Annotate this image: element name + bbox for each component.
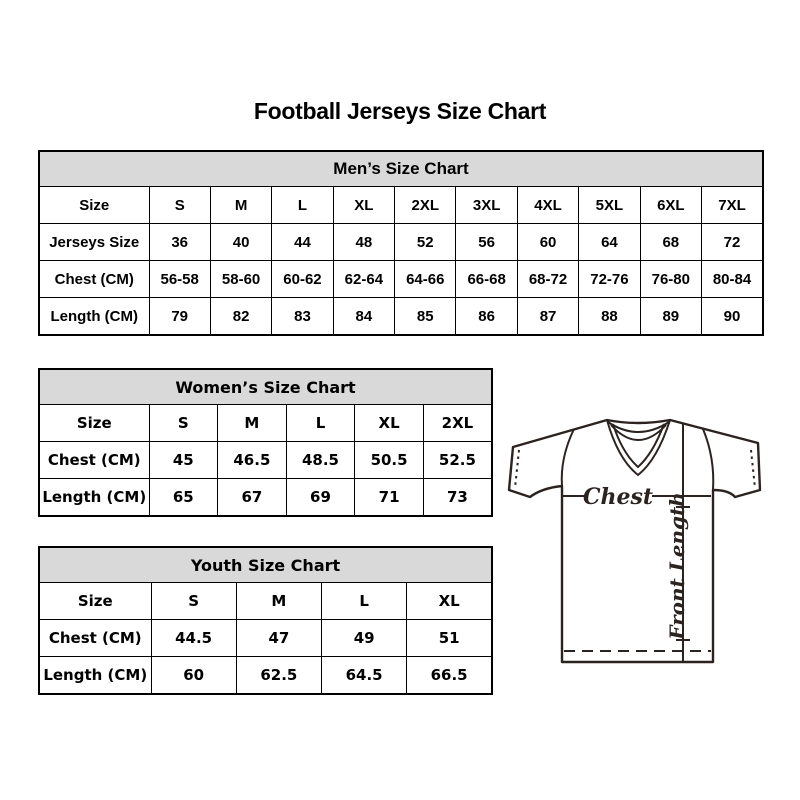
table-title: Youth Size Chart (39, 547, 492, 583)
front-length-label: Front Length (665, 492, 689, 640)
table-row (39, 261, 763, 298)
cell-value: 90 (702, 298, 763, 336)
cell-value: 60 (517, 224, 578, 261)
cell-value: XL (407, 583, 492, 620)
cell-value: XL (355, 405, 424, 442)
cell-value: 88 (579, 298, 640, 336)
mens-size-table (38, 150, 764, 336)
cell-value: 5XL (579, 187, 640, 224)
cell-value: 82 (210, 298, 271, 336)
cell-value: XL (333, 187, 394, 224)
cell-value: 45 (149, 442, 218, 479)
cell-value: 49 (322, 620, 407, 657)
cell-value: 67 (218, 479, 287, 517)
cell-value: M (236, 583, 321, 620)
cell-value: S (149, 405, 218, 442)
cell-value: 87 (517, 298, 578, 336)
cell-value: 56-58 (149, 261, 210, 298)
cell-value: 64.5 (322, 657, 407, 695)
cell-value: 3XL (456, 187, 517, 224)
table-row (39, 657, 492, 695)
cell-value: 89 (640, 298, 701, 336)
cell-value: 7XL (702, 187, 763, 224)
cell-value: S (149, 187, 210, 224)
table-row (39, 620, 492, 657)
cell-value: 60 (151, 657, 236, 695)
cell-value: 56 (456, 224, 517, 261)
womens-size-table (38, 368, 493, 517)
cell-value: 64-66 (395, 261, 456, 298)
row-label: Chest (CM) (39, 442, 149, 479)
cell-value: 71 (355, 479, 424, 517)
row-label: Jerseys Size (39, 224, 149, 261)
cell-value: 73 (423, 479, 492, 517)
cell-value: 6XL (640, 187, 701, 224)
cell-value: 68-72 (517, 261, 578, 298)
cell-value: 50.5 (355, 442, 424, 479)
cell-value: 84 (333, 298, 394, 336)
cell-value: 51 (407, 620, 492, 657)
cell-value: 46.5 (218, 442, 287, 479)
cell-value: 62.5 (236, 657, 321, 695)
cell-value: 40 (210, 224, 271, 261)
table-row (39, 224, 763, 261)
cell-value: 58-60 (210, 261, 271, 298)
cell-value: 66.5 (407, 657, 492, 695)
row-label: Size (39, 405, 149, 442)
cell-value: 60-62 (272, 261, 333, 298)
cell-value: 4XL (517, 187, 578, 224)
table-title: Women’s Size Chart (39, 369, 492, 405)
cell-value: M (210, 187, 271, 224)
page-title: Football Jerseys Size Chart (253, 98, 547, 124)
row-label: Size (39, 187, 149, 224)
table-row (39, 298, 763, 336)
cell-value: 52.5 (423, 442, 492, 479)
cell-value: M (218, 405, 287, 442)
cell-value: L (322, 583, 407, 620)
row-label: Chest (CM) (39, 620, 151, 657)
cell-value: 65 (149, 479, 218, 517)
table-row (39, 405, 492, 442)
cell-value: L (272, 187, 333, 224)
cell-value: 2XL (395, 187, 456, 224)
cell-value: 85 (395, 298, 456, 336)
table-row (39, 442, 492, 479)
cell-value: 79 (149, 298, 210, 336)
row-label: Chest (CM) (39, 261, 149, 298)
cell-value: 66-68 (456, 261, 517, 298)
cell-value: L (286, 405, 355, 442)
youth-size-table (38, 546, 493, 695)
cell-value: 44.5 (151, 620, 236, 657)
cell-value: 62-64 (333, 261, 394, 298)
row-label: Size (39, 583, 151, 620)
cell-value: 2XL (423, 405, 492, 442)
cell-value: 52 (395, 224, 456, 261)
cell-value: 83 (272, 298, 333, 336)
cell-value: 36 (149, 224, 210, 261)
row-label: Length (CM) (39, 298, 149, 336)
cell-value: 48.5 (286, 442, 355, 479)
cell-value: 69 (286, 479, 355, 517)
cell-value: 47 (236, 620, 321, 657)
cell-value: 68 (640, 224, 701, 261)
cell-value: 80-84 (702, 261, 763, 298)
cell-value: 76-80 (640, 261, 701, 298)
table-row (39, 479, 492, 517)
jersey-measurement-diagram (504, 410, 766, 668)
row-label: Length (CM) (39, 479, 149, 517)
cell-value: 72-76 (579, 261, 640, 298)
table-row (39, 187, 763, 224)
cell-value: 64 (579, 224, 640, 261)
jersey-outline-icon (509, 420, 760, 662)
table-row (39, 583, 492, 620)
chest-label: Chest (582, 484, 654, 510)
table-title: Men’s Size Chart (39, 151, 763, 187)
cell-value: 44 (272, 224, 333, 261)
row-label: Length (CM) (39, 657, 151, 695)
cell-value: 86 (456, 298, 517, 336)
cell-value: 48 (333, 224, 394, 261)
cell-value: 72 (702, 224, 763, 261)
cell-value: S (151, 583, 236, 620)
